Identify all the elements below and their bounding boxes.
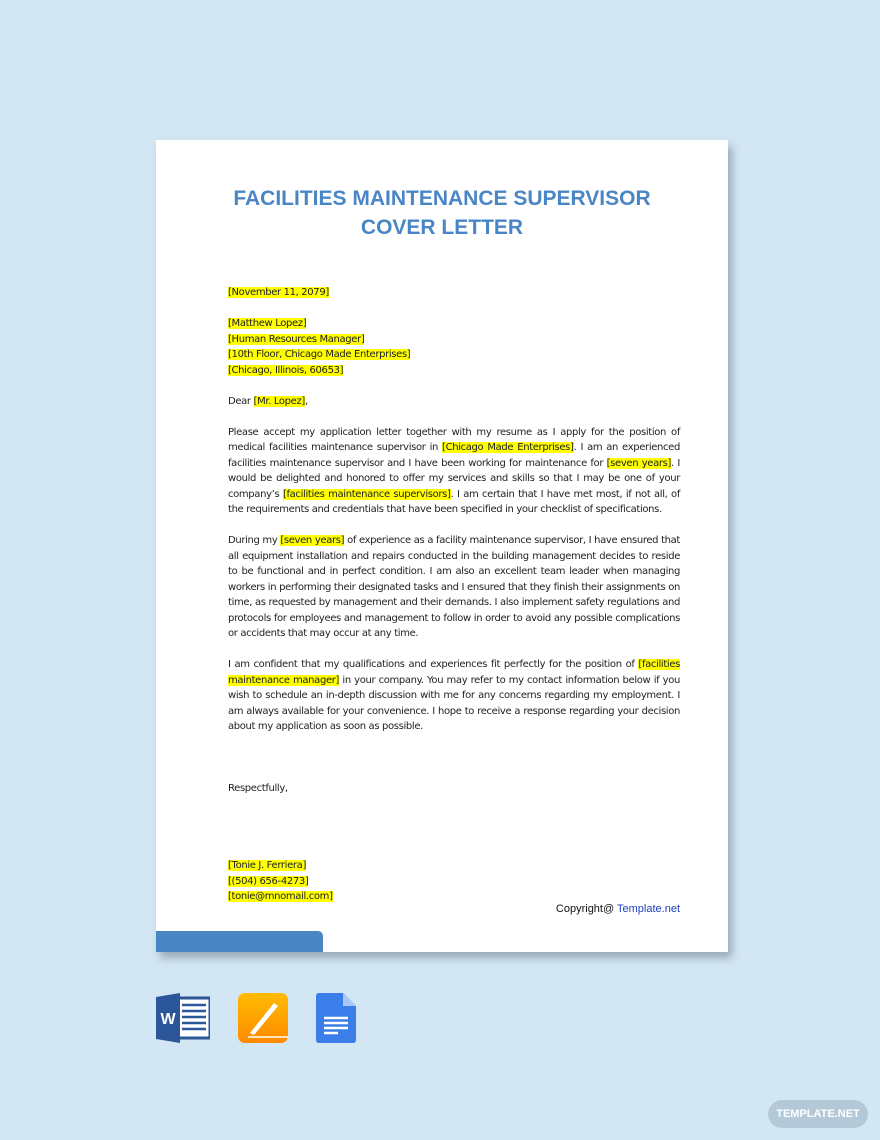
recipient-title: [Human Resources Manager] — [228, 333, 365, 345]
placeholder-text: [facilities maintenance manager] — [228, 659, 680, 686]
copyright-label: Copyright@ — [555, 903, 618, 915]
salutation-name: [Mr. Lopez] — [253, 395, 305, 407]
document-title — [156, 184, 728, 242]
title-line-1: FACILITIES MAINTENANCE SUPERVISOR — [233, 187, 651, 210]
title-line-2: COVER LETTER — [360, 216, 524, 239]
copyright — [556, 903, 680, 915]
document-page — [156, 140, 728, 952]
salutation-post: , — [304, 395, 308, 407]
paragraph-2 — [228, 533, 680, 642]
salutation-pre: Dear — [228, 395, 254, 407]
word-icon[interactable] — [156, 993, 210, 1043]
svg-text:W: W — [160, 1011, 176, 1028]
letter-body — [228, 285, 680, 920]
recipient-city: [Chicago, Illinois, 60653] — [228, 364, 344, 376]
placeholder-text: [seven years] — [606, 457, 672, 469]
pages-icon[interactable] — [238, 993, 288, 1043]
footer-accent-bar — [156, 931, 323, 952]
salutation — [228, 394, 680, 410]
closing: Respectfully, — [228, 783, 288, 794]
placeholder-text: [facilities maintenance supervisors] — [282, 488, 451, 500]
signature-phone: [(504) 656-4273] — [228, 875, 309, 887]
date: [November 11, 2079] — [228, 287, 329, 298]
placeholder-text: [Chicago Made Enterprises] — [442, 442, 574, 453]
paragraph-text: . I am certain that I have met most, if not all, of the requirements and credentials that have been specified in your checklist of specifications. — [228, 488, 680, 515]
paragraph-text: During my — [228, 535, 281, 546]
paragraph-3 — [228, 657, 680, 735]
template-net-watermark: TEMPLATE.NET — [768, 1100, 868, 1128]
signature-name: [Tonie J. Ferriera] — [228, 860, 307, 871]
paragraph-1 — [228, 425, 680, 518]
paragraph-text: . I am an experienced facilities maintenance supervisor and I have been working for maintenance for — [228, 442, 680, 469]
signature-block — [228, 858, 680, 905]
paragraph-text: I am confident that my qualifications and experiences fit perfectly for the position of — [228, 659, 639, 670]
paragraph-text: of experience as a facility maintenance supervisor, I have ensured that all equipment installation and repairs conducted in the building management decides to reside to be functional and in perfect condition. I am also an excellent team leader when managing workers in performing their designated tasks and I ensured that they finish their assignments on time, as requested by management and their demands. I also implement safety regulations and protocols for employees and management to follow in order to avoid any possible complications or accidents that may occur at any time. — [228, 535, 681, 639]
copyright-link[interactable]: Template.net — [617, 903, 680, 915]
paragraph-text: in your company. You may refer to my contact information below if you wish to schedule an in-depth discussion with me for any concerns regarding my employment. I am always available for your convenience. I hope to receive a response regarding your decision about my application as soon as possible. — [228, 674, 680, 732]
recipient-block — [228, 316, 680, 378]
paragraph-text: Please accept my application letter together with my resume as I apply for the position of medical facilities maintenance supervisor in — [228, 426, 680, 453]
placeholder-text: [seven years] — [280, 535, 345, 546]
format-icons — [156, 993, 356, 1043]
signature-email: [tonie@mnomail.com] — [228, 891, 333, 902]
paragraph-text: . I would be delighted and honored to offer my services and skills so that I may be one of your company’s — [228, 457, 680, 500]
google-docs-icon[interactable] — [316, 993, 356, 1043]
recipient-name: [Matthew Lopez] — [228, 318, 307, 329]
recipient-address: [10th Floor, Chicago Made Enterprises] — [228, 349, 411, 360]
